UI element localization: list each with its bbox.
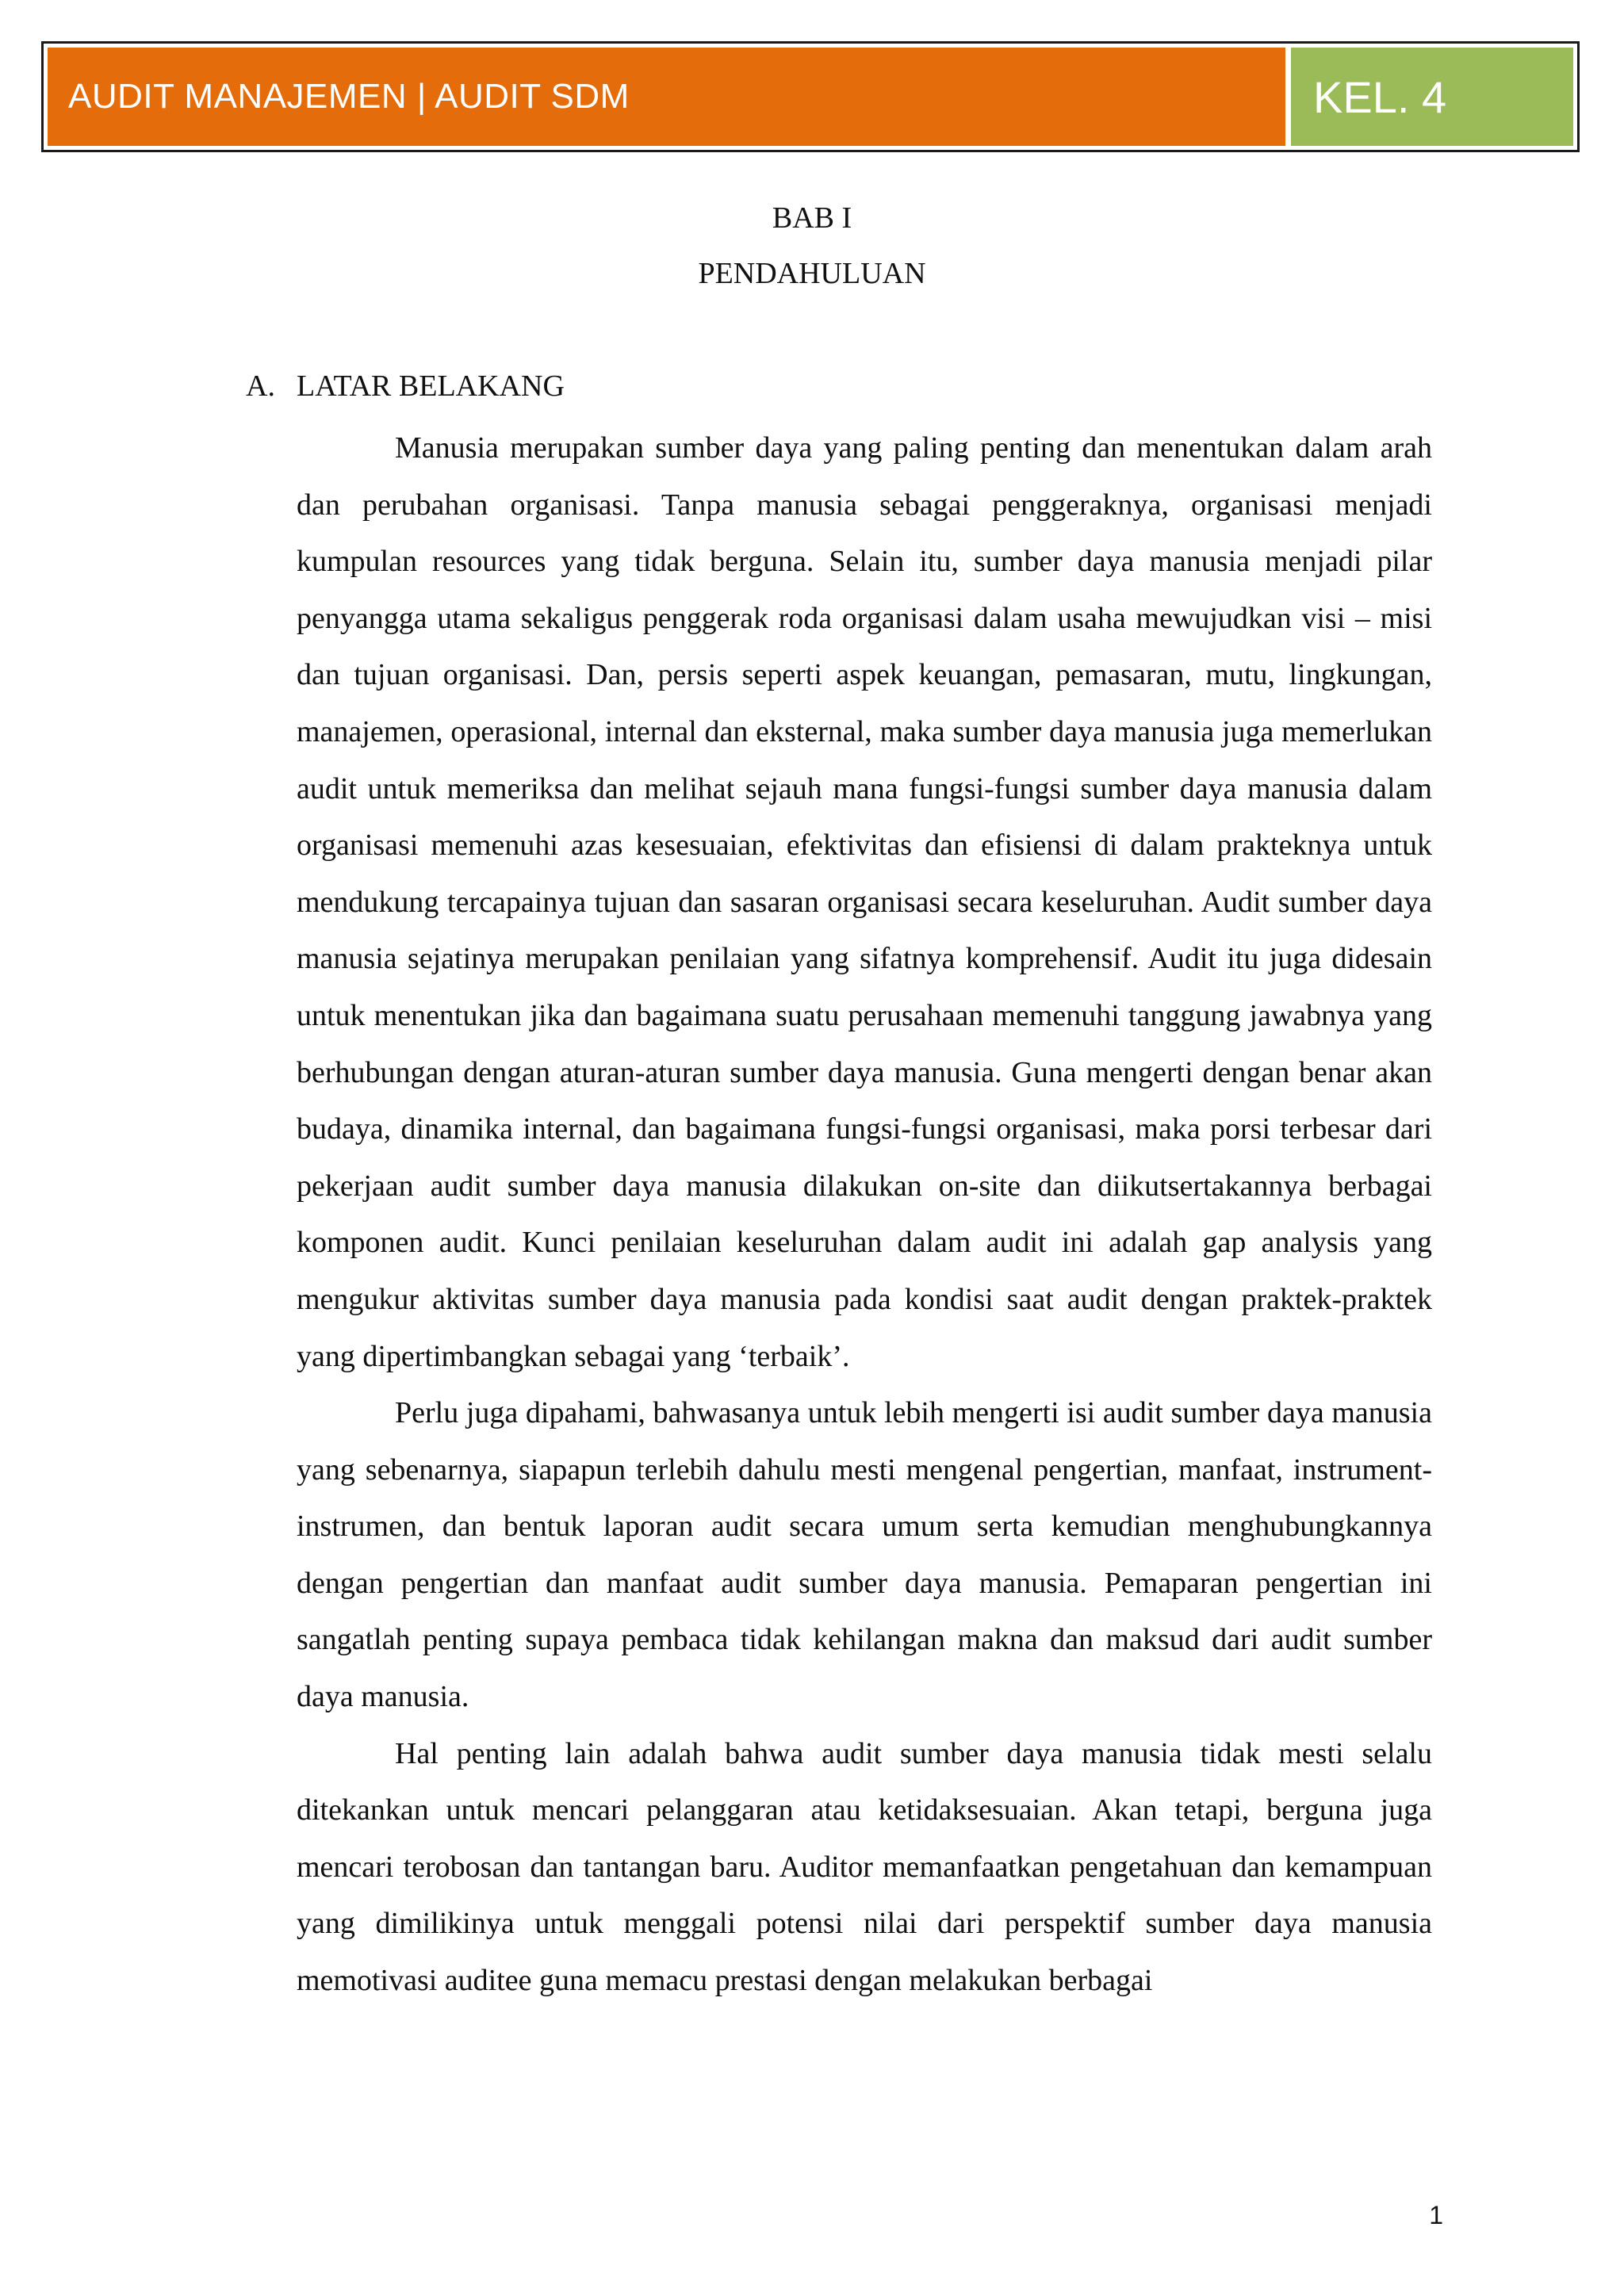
paragraph-1: Manusia merupakan sumber daya yang paling penting dan menentukan dalam arah dan perubahan organisasi. Tanpa manusia sebagai penggeraknya, organisasi menjadi kumpulan resources yang tidak berguna. Selain itu, sumber daya manusia menjadi pilar penyangga utama sekaligus penggerak roda organisasi dalam usaha mewujudkan visi – misi dan tujuan organisasi. Dan, persis seperti aspek keuangan, pemasaran, mutu, lingkungan, manajemen, operasional, internal dan eksternal, maka sumber daya manusia juga memerlukan audit untuk memeriksa dan melihat sejauh mana fungsi-fungsi sumber daya manusia dalam organisasi memenuhi azas kesesuaian, efektivitas dan efisiensi di dalam prakteknya untuk mendukung tercapainya tujuan dan sasaran organisasi secara keseluruhan. Audit sumber daya manusia sejatinya merupakan penilaian yang sifatnya komprehensif. Audit itu juga didesain untuk menentukan jika dan bagaimana suatu perusahaan memenuhi tanggung jawabnya yang berhubungan dengan aturan-aturan sumber daya manusia. Guna mengerti dengan benar akan budaya, dinamika internal, dan bagaimana fungsi-fungsi organisasi, maka porsi terbesar dari pekerjaan audit sumber daya manusia dilakukan on-site dan diikutsertakannya berbagai komponen audit. Kunci penilaian keseluruhan dalam audit ini adalah gap analysis yang mengukur aktivitas sumber daya manusia pada kondisi saat audit dengan praktek-praktek yang dipertimbangkan sebagai yang ‘terbaik’. [297,431,1432,1373]
section-heading [246,368,565,404]
page-number: 1 [1429,2201,1443,2229]
paragraph-3: Hal penting lain adalah bahwa audit sumber daya manusia tidak mesti selalu ditekankan untuk mencari pelanggaran atau ketidaksesuaian. Akan tetapi, berguna juga mencari terobosan dan tantangan baru. Auditor memanfaatkan pengetahuan dan kemampuan yang dimilikinya untuk menggali potensi nilai dari perspektif sumber daya manusia memotivasi auditee guna memacu prestasi dengan melakukan berbagai [297,1736,1432,1998]
body-text [297,420,1432,2010]
paragraph-2: Perlu juga dipahami, bahwasanya untuk lebih mengerti isi audit sumber daya manusia yang sebenarnya, siapapun terlebih dahulu mesti mengenal pengertian, manfaat, instrument-instrumen, dan bentuk laporan audit secara umum serta kemudian menghubungkannya dengan pengertian dan manfaat audit sumber daya manusia. Pemaparan pengertian ini sangatlah penting supaya pembaca tidak kehilangan makna dan maksud dari audit sumber daya manusia. [297,1396,1432,1714]
header-bands [48,48,1573,146]
section-title: LATAR BELAKANG [297,369,565,403]
page-header [41,41,1580,152]
header-group-label: KEL. 4 [1313,71,1447,122]
chapter-number: BAB I [772,201,852,235]
header-group-band [1291,48,1573,146]
header-title: AUDIT MANAJEMEN | AUDIT SDM [68,77,630,116]
section-letter: A. [246,369,275,403]
header-title-band [48,48,1291,146]
chapter-title: PENDAHULUAN [698,257,926,290]
